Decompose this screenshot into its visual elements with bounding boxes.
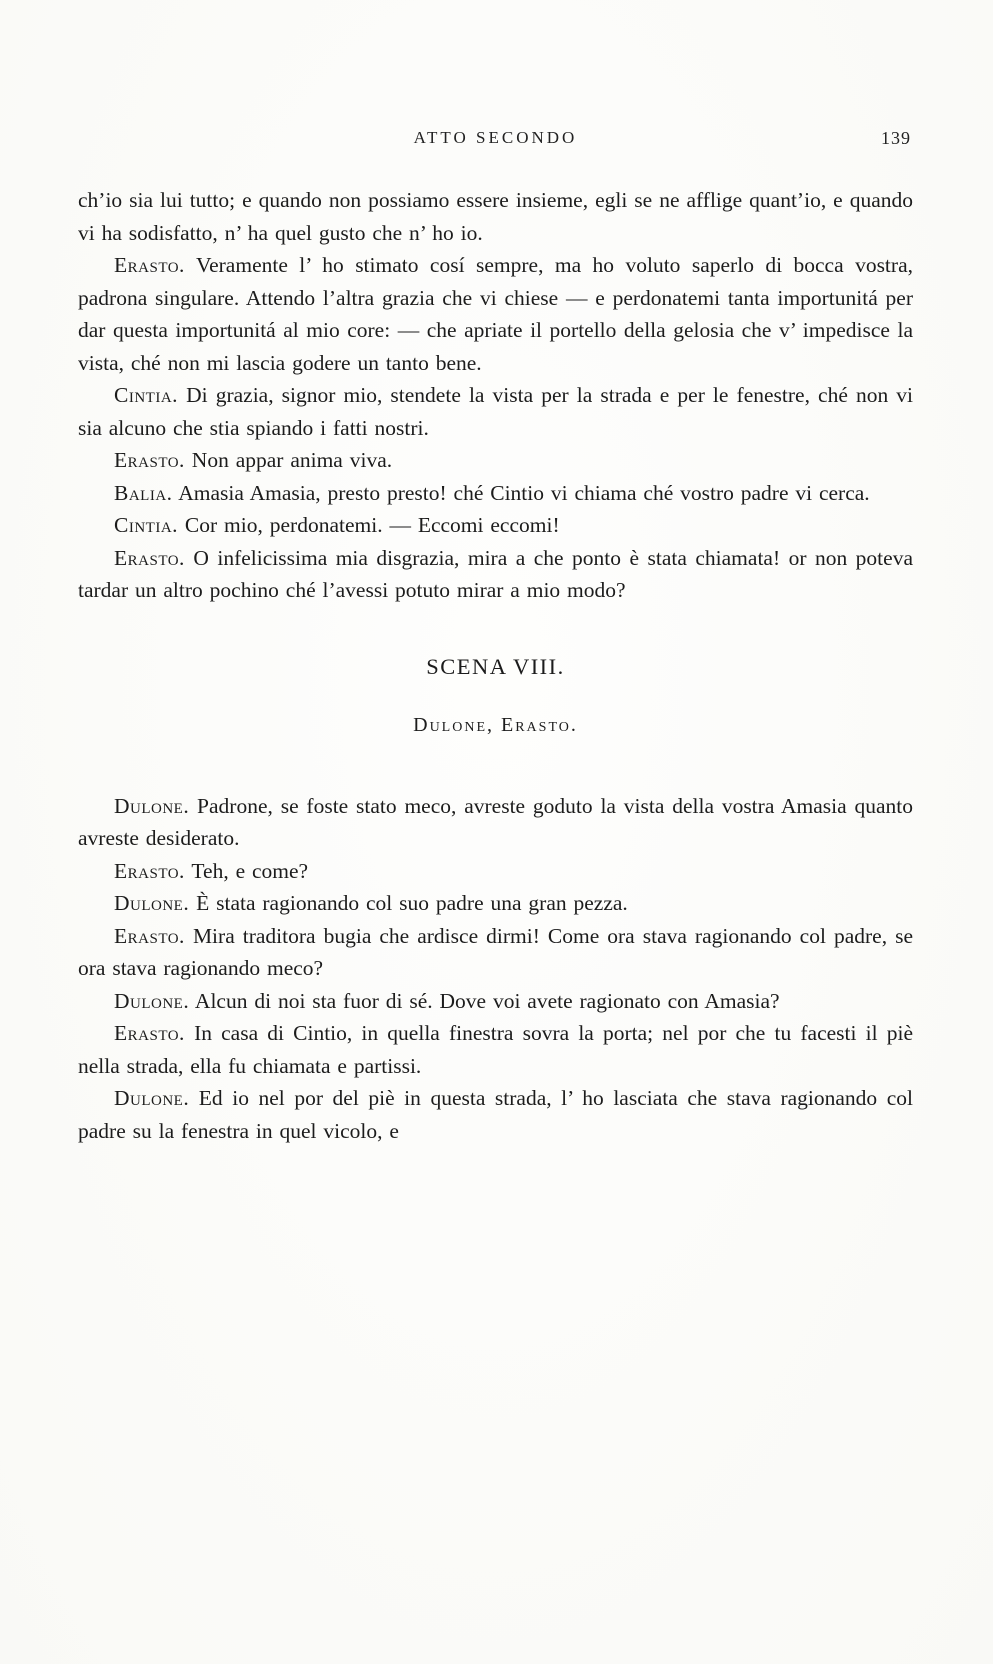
dialogue-paragraph: Erasto. Veramente l’ ho stimato cosí sempre, ma ho voluto saperlo di bocca vostra, padrona singulare. Attendo l’altra grazia che vi chiese — e perdonatemi tanta importunitá per dar questa importunitá al mio core: — che apriate il portello della gelosia che v’ impedisce la vista, ché non mi lascia godere un tanto bene. (78, 253, 913, 375)
speaker-name: Cintia. (114, 513, 179, 537)
dialogue-paragraph: Dulone. Padrone, se foste stato meco, avreste goduto la vista della vostra Amasia quanto avreste desiderato. (78, 793, 913, 850)
dialogue-paragraph: Erasto. Non appar anima viva. (114, 448, 393, 472)
speaker-name: Dulone. (114, 891, 190, 915)
speaker-name: Cintia. (114, 383, 179, 407)
dialogue-paragraph: Erasto. Mira traditora bugia che ardisce dirmi! Come ora stava ragionando col padre, se ora stava ragionando meco? (78, 923, 913, 980)
dialogue-paragraph: Cintia. Cor mio, perdonatemi. — Eccomi eccomi! (114, 513, 560, 537)
speaker-name: Erasto. (114, 923, 185, 948)
speaker-name: Dulone. (114, 1086, 190, 1110)
continuation-paragraph: ch’io sia lui tutto; e quando non possiamo essere insieme, egli se ne afflige quant’io, e quando vi ha sodisfatto, n’ ha quel gusto che n’ ho io. (78, 188, 913, 245)
speaker-name: Balia. (114, 480, 173, 505)
speaker-name: Erasto. (114, 545, 185, 570)
scene-heading: SCENA VIII. (426, 653, 565, 679)
character-list: Dulone, Erasto. (413, 714, 578, 736)
dialogue-paragraph: Dulone. È stata ragionando col suo padre una gran pezza. (114, 891, 628, 915)
dialogue-paragraph: Erasto. In casa di Cintio, in quella finestra sovra la porta; nel por che tu facesti il piè nella strada, ella fu chiamata e partissi. (78, 1021, 913, 1078)
speaker-name: Dulone. (114, 793, 190, 818)
speaker-name: Erasto. (114, 253, 185, 277)
dialogue-paragraph: Erasto. O infelicissima mia disgrazia, mira a che ponto è stata chiamata! or non poteva tardar un altro pochino ché l’avessi potuto mirar a mio modo? (78, 545, 913, 602)
running-title: ATTO SECONDO (413, 128, 578, 147)
running-header (78, 128, 913, 152)
page-number: 139 (881, 128, 911, 148)
speaker-name: Erasto. (114, 448, 185, 472)
speaker-name: Erasto. (114, 1021, 185, 1045)
speaker-name: Erasto. (114, 858, 185, 883)
dialogue-paragraph: Dulone. Ed io nel por del piè in questa strada, l’ ho lasciata che stava ragionando col padre su la fenestra in quel vicolo, e (78, 1086, 913, 1143)
speaker-name: Dulone. (114, 988, 190, 1013)
text-body (78, 184, 913, 1147)
dialogue-paragraph: Dulone. Alcun di noi sta fuor di sé. Dove voi avete ragionato con Amasia? (114, 988, 780, 1013)
dialogue-paragraph: Cintia. Di grazia, signor mio, stendete la vista per la strada e per le fenestre, ché non vi sia alcuno che stia spiando i fatti nostri. (78, 383, 913, 440)
dialogue-paragraph: Erasto. Teh, e come? (114, 858, 309, 883)
dialogue-paragraph: Balia. Amasia Amasia, presto presto! ché Cintio vi chiama ché vostro padre vi cerca. (114, 480, 870, 505)
